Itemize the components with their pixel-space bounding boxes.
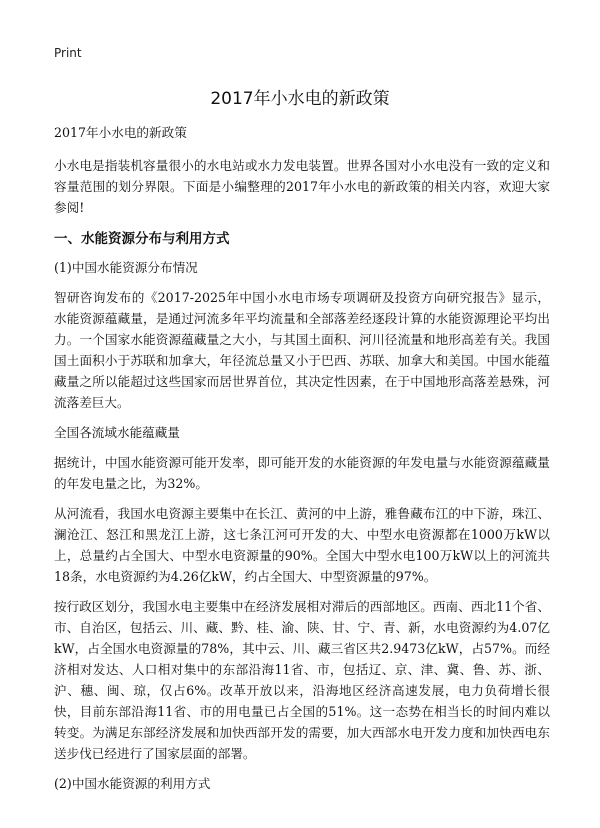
subheading-basin-reserves: 全国各流域水能蕴藏量 [54, 425, 180, 440]
paragraph-reserves: 智研咨询发布的《2017-2025年中国小水电市场专项调研及投资方向研究报告》显示，水能资源蕴藏量，是通过河流多年平均流量和全部落差经逐段计算的水能资源理论平均出力。一个国家水能资源蕴藏量之大小，与其国土面积、河川径流量和地形高差有关。我国国土面积小于苏联和加拿大，年径流总量又小于巴西、苏联、加拿大和美国。中国水能蕴藏量之所以能超过这些国家而居世界首位，其决定性因素，在于中国地形高落差悬殊，河流落差巨大。 [54, 290, 550, 410]
print-link[interactable]: Print [54, 46, 82, 60]
page-title: 2017年小水电的新政策 [210, 89, 390, 109]
section-heading-water-resources: 一、水能资源分布与利用方式 [54, 231, 230, 247]
intro-paragraph: 小水电是指装机容量很小的水电站或水力发电装置。世界各国对小水电没有一致的定义和容量范围的划分界限。下面是小编整理的2017年小水电的新政策的相关内容，欢迎大家参阅! [54, 158, 550, 215]
article-body [54, 122, 550, 803]
paragraph-regions: 按行政区划分，我国水电主要集中在经济发展相对滞后的西部地区。西南、西北11个省、市、自治区，包括云、川、藏、黔、桂、渝、陕、甘、宁、青、新，水电资源约为4.07亿kW，占全国水电资源量的78%，其中云、川、藏三省区共2.9473亿kW，占57%。而经济相对发达、人口相对集中的东部沿海11省、市，包括辽、京、津、冀、鲁、苏、浙、沪、穗、闽、琼，仅占6%。改革开放以来，沿海地区经济高速发展，电力负荷增长很快，目前东部沿海11省、市的用电量已占全国的51%。这一态势在相当长的时间内难以转变。为满足东部经济发展和加快西部开发的需要，加大西部水电开发力度和加快西电东送步伐已经进行了国家层面的部署。 [54, 599, 550, 761]
subsection-heading-utilization: (2)中国水能资源的利用方式 [54, 776, 211, 791]
article-subtitle: 2017年小水电的新政策 [54, 125, 187, 140]
paragraph-development-rate: 据统计，中国水能资源可能开发率，即可能开发的水能资源的年发电量与水能资源蕴藏量的年发电量之比，为32%。 [54, 455, 550, 491]
subsection-heading-distribution: (1)中国水能资源分布情况 [54, 260, 198, 275]
paragraph-rivers: 从河流看，我国水电资源主要集中在长江、黄河的中上游，雅鲁藏布江的中下游，珠江、澜沧江、怒江和黑龙江上游，这七条江河可开发的大、中型水电资源都在1000万kW以上，总量约占全国大、中型水电资源量的90%。全国大中型水电100万kW以上的河流共18条，水电资源约为4.26亿kW，约占全国大、中型资源量的97%。 [54, 506, 550, 584]
